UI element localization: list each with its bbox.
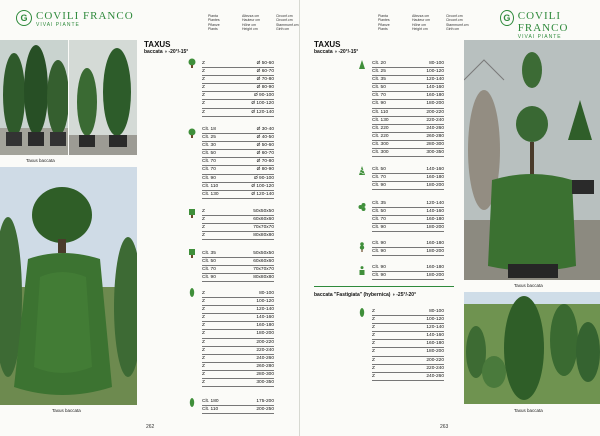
legend-entry: Circonf.cm [446,18,463,23]
pompon-shape-icon [358,242,366,252]
cell-size: 140-160 [426,209,444,215]
legend-entry: Pianta [208,14,218,18]
table-row [202,339,274,347]
cell-container: Clt. 90 [372,241,386,246]
table-row [202,183,274,191]
cell-size: 140-160 [256,315,274,321]
table-cone [372,60,444,157]
table-row [202,363,274,371]
legend-entry: Girth cm [446,26,460,31]
table-row [202,250,274,258]
cell-size: 120-140 [426,77,444,83]
legend-col-girth [446,14,468,31]
cell-size: 160-180 [426,217,444,223]
cell-container: Z [202,363,205,369]
cell-container: Clt. 25 [372,69,386,75]
cell-container: Clt. 180 [202,399,219,404]
cell-container: Clt. 30 [202,143,216,149]
section-divider [314,286,454,287]
cell-container: Z [372,333,375,339]
legend-entry: Height cm [412,26,428,31]
ball-shape-icon-2 [188,128,196,138]
legend-entry: Circonf.cm [276,18,293,23]
tiered-shape-icon [358,266,366,276]
fastigiata-subtitle: baccata "Fastigiata" (hybernica) ◑ -25°/-20° [314,292,417,298]
caption-photo-3: Taxus baccata [514,283,543,288]
cell-container: Z [372,357,375,363]
table-cube-container [202,250,274,282]
legend-entry: Hauteur cm [242,18,261,23]
cell-size: Ø 120-140 [251,191,274,197]
cell-size: Ø 120-140 [251,109,274,115]
cell-container: Z [202,61,205,66]
cell-container: Clt. 220 [372,133,389,139]
table-row [202,76,274,84]
table-row [202,274,274,282]
cube-shape-icon [188,208,196,218]
cell-size: 200-220 [426,109,444,115]
cell-container: Clt. 90 [372,273,386,279]
cell-size: 50x50x50 [253,209,274,214]
photo-taxus-topiary [0,167,137,405]
table-row [372,332,444,340]
cell-size: 180-200 [426,101,444,107]
cell-container: Z [202,209,205,214]
brand-logo [16,10,134,28]
legend-col-plant [208,14,230,31]
cell-container: Z [202,339,205,345]
cell-size: 240-260 [426,373,444,379]
legend-entry: Girth cm [276,26,290,31]
table-row [372,264,444,272]
table-row [372,76,444,84]
cell-container: Z [202,291,205,296]
table-row [202,216,274,224]
cell-container: Clt. 50 [372,85,386,91]
cell-size: 220-240 [256,347,274,353]
table-row [372,208,444,216]
cell-container: Clt. 130 [202,191,219,197]
table-pompon [372,240,444,256]
table-row [372,92,444,100]
cell-size: 140-160 [426,333,444,339]
table-row [202,330,274,338]
cell-container: Z [202,347,205,353]
cell-size: Ø 40-50 [256,135,274,141]
brand-name: COVILI FRANCO [517,10,569,34]
cell-container: Z [372,309,375,314]
table-row [372,84,444,92]
table-row [202,258,274,266]
legend-entry: Circonf.cm [276,14,293,18]
cell-container: Z [372,365,375,371]
table-row [202,355,274,363]
cell-container: Clt. 50 [372,209,386,215]
cell-size: 100-120 [426,69,444,75]
table-row [202,379,274,387]
table-row [372,224,444,232]
cell-size: 280-300 [256,371,274,377]
cell-container: Z [202,380,205,386]
sun-icon: ◑ [334,49,338,55]
table-row [202,84,274,92]
cell-container: Clt. 70 [372,93,386,99]
sun-icon: ◑ [164,49,168,55]
cell-size: Ø 60-70 [256,151,274,157]
cell-size: 180-200 [256,331,274,337]
table-row [372,174,444,182]
caption-photo-4: Taxus baccata [514,408,543,413]
table-row [372,316,444,324]
cell-container: Clt. 220 [372,125,389,131]
species-title: TAXUS [144,40,171,49]
cell-size: 80-100 [429,61,444,66]
multiball-shape-icon [358,202,366,212]
cell-container: Clt. 90 [372,101,386,107]
table-row [372,216,444,224]
cell-container: Clt. 90 [202,275,216,281]
cell-container: Clt. 70 [372,217,386,223]
table-row [202,158,274,166]
cell-container: Clt. 50 [202,151,216,157]
cell-size: 180-200 [426,183,444,189]
cell-size: Ø 80-90 [256,167,274,173]
table-row [202,60,274,68]
cell-size: 300-350 [426,150,444,156]
legend-entry: Pianta [378,14,388,18]
table-row [202,224,274,232]
logo-icon: G [500,10,514,26]
cell-size: 120-140 [426,325,444,331]
cell-size: 175-200 [256,399,274,404]
cell-size: 160-180 [426,175,444,181]
table-multiball [372,200,444,232]
table-row [202,306,274,314]
cell-container: Clt. 35 [372,201,386,206]
cell-size: 200-220 [256,339,274,345]
cell-container: Z [372,373,375,379]
table-spiral [372,166,444,190]
legend-entry: Höhe cm [412,22,427,27]
table-row [202,150,274,158]
column-shape-icon [358,308,366,318]
spiral-shape-icon [358,166,366,176]
cell-size: 100-120 [256,299,274,305]
legend-entry: Altezza cm [412,14,430,18]
table-row [372,149,444,157]
legend-entry: Plants [208,26,218,31]
legend-entry: Stammumf.cm [446,22,469,27]
table-column-field [202,290,274,387]
table-row [372,182,444,190]
table-row [372,348,444,356]
table-row [202,166,274,174]
cell-size: Ø 90-100 [253,175,274,181]
table-fastigiata [372,308,444,381]
cell-size: 70x70x70 [253,267,274,273]
cell-container: Clt. 25 [202,135,216,141]
cell-size: 50x50x50 [253,251,274,256]
cell-size: Ø 60-70 [256,69,274,75]
cell-container: Clt. 18 [202,127,216,132]
table-row [372,100,444,108]
table-row [372,133,444,141]
cell-size: 120-140 [426,201,444,206]
species-title: TAXUS [314,40,341,49]
table-row [202,398,274,406]
logo-icon: G [16,10,32,26]
cell-size: 220-240 [426,365,444,371]
legend-col-plant [378,14,400,31]
cell-size: 180-200 [426,349,444,355]
cell-container: Clt. 90 [202,175,216,181]
table-row [372,373,444,381]
table-row [202,322,274,330]
cell-container: Clt. 110 [202,183,219,189]
cell-container: Clt. 110 [202,407,219,413]
cell-container: Z [202,85,205,91]
cell-container: Clt. 70 [202,159,216,165]
table-row [202,314,274,322]
legend-entry: Stammumf.cm [276,22,299,27]
legend [378,14,468,31]
cell-container: Clt. 70 [202,267,216,273]
caption-photo-1: Taxus baccata [26,158,55,163]
cell-container: Clt. 35 [202,251,216,256]
cell-size: Ø 80-90 [256,85,274,91]
legend-col-height [412,14,434,31]
legend-entry: Plantes [208,18,220,23]
table-row [202,191,274,199]
cell-container: Z [202,299,205,305]
cell-container: Clt. 90 [372,183,386,189]
cell-size: Ø 70-80 [256,77,274,83]
brand-subtitle: VIVAI PIANTE [36,22,80,28]
cell-size: 160-180 [256,323,274,329]
cell-size: 200-220 [426,357,444,363]
cell-size: 140-160 [426,167,444,172]
legend-col-height [242,14,264,31]
right-page [300,0,600,436]
table-row [202,126,274,134]
cell-size: 160-180 [426,93,444,99]
legend-entry: Altezza cm [242,14,260,18]
cell-size: 160-180 [426,341,444,347]
cell-size: 160-180 [426,241,444,246]
cone-shape-icon [358,60,366,70]
column-shape-icon [188,288,196,298]
cell-container: Clt. 50 [372,167,386,172]
cell-container: Z [202,93,205,99]
cell-container: Z [202,323,205,329]
table-row [372,125,444,133]
cell-container: Clt. 300 [372,150,389,156]
cell-size: Ø 100-120 [251,101,274,107]
cell-size: 180-200 [426,273,444,279]
table-row [372,340,444,348]
page-number: 263 [440,424,449,430]
cell-size: Ø 50-60 [256,143,274,149]
cell-container: Clt. 90 [372,225,386,231]
cell-size: 260-280 [256,363,274,369]
cell-container: Clt. 20 [372,61,386,66]
legend-entry: Circonf.cm [446,14,463,18]
cell-container: Z [202,355,205,361]
cell-size: 80x80x80 [253,233,274,239]
cell-container: Z [372,341,375,347]
cell-size: 160-180 [426,265,444,270]
cell-container: Z [202,331,205,337]
legend-entry: Höhe cm [242,22,257,27]
cell-size: 180-200 [426,249,444,255]
photo-taxus-pots-1 [0,40,68,155]
table-row [372,141,444,149]
cell-size: 60x60x60 [253,259,274,265]
cell-container: Clt. 35 [372,77,386,83]
cell-size: 300-350 [256,380,274,386]
cell-size: Ø 30-40 [256,127,274,132]
table-row [372,357,444,365]
table-row [372,166,444,174]
cell-size: 60x60x60 [253,217,274,223]
table-cube-field [202,208,274,240]
cell-container: Clt. 130 [372,117,389,123]
table-row [202,266,274,274]
table-row [202,208,274,216]
cell-container: Z [372,317,375,323]
cell-container: Clt. 110 [372,109,389,115]
table-column-container [202,398,274,414]
table-row [202,68,274,76]
table-row [202,406,274,414]
cell-container: Clt. 90 [372,265,386,270]
legend-entry: Pflanze [208,22,220,27]
table-row [202,298,274,306]
table-row [372,365,444,373]
ball-shape-icon [188,58,196,68]
cell-size: 70x70x70 [253,225,274,231]
cell-container: Z [202,77,205,83]
table-row [202,134,274,142]
table-ball-field [202,60,274,117]
cell-size: Ø 50-60 [256,61,274,66]
brand-name: COVILI FRANCO [36,10,134,22]
table-row [372,272,444,280]
table-row [202,290,274,298]
table-row [372,324,444,332]
table-row [372,200,444,208]
cell-size: 80-100 [429,309,444,314]
table-row [372,308,444,316]
cell-size: Ø 70-80 [256,159,274,165]
caption-photo-2: Taxus baccata [52,408,81,413]
cell-container: Clt. 300 [372,141,389,147]
table-row [202,100,274,108]
table-row [202,92,274,100]
photo-taxus-tiered [464,40,600,280]
cell-container: Z [372,325,375,331]
page-number: 262 [146,424,155,430]
table-row [202,142,274,150]
cell-size: 100-120 [426,317,444,323]
cell-size: 240-260 [256,355,274,361]
cube-shape-icon-2 [188,248,196,258]
table-row [202,347,274,355]
table-row [372,68,444,76]
table-row [372,60,444,68]
cell-size: 80-100 [259,291,274,296]
cell-container: Z [202,307,205,313]
legend-entry: Plants [378,26,388,31]
cell-size: 260-280 [426,133,444,139]
cell-container: Z [202,217,205,223]
legend-entry: Pflanze [378,22,390,27]
table-row [202,109,274,117]
species-subtitle: baccata ◑ -20°/-15° [314,49,359,55]
cell-size: 140-160 [426,85,444,91]
cell-container: Z [202,225,205,231]
legend [208,14,298,31]
species-subtitle: baccata ◑ -20°/-15° [144,49,189,55]
table-row [202,232,274,240]
sun-icon: ◑ [391,292,395,298]
cell-container: Clt. 90 [372,249,386,255]
photo-taxus-fastigiata [464,292,600,404]
table-ball-container [202,126,274,199]
table-row [372,240,444,248]
legend-entry: Height cm [242,26,258,31]
brand-subtitle: VIVAI PIANTE [517,34,562,40]
cell-size: 280-300 [426,141,444,147]
column-shape-icon-2 [188,398,196,408]
cell-container: Z [202,101,205,107]
cell-container: Z [202,315,205,321]
table-row [202,371,274,379]
cell-container: Clt. 70 [202,167,216,173]
cell-size: 80x80x80 [253,275,274,281]
photo-taxus-pots-2 [69,40,137,155]
table-row [372,248,444,256]
cell-size: 180-200 [426,225,444,231]
legend-col-girth [276,14,298,31]
cell-container: Clt. 70 [372,175,386,181]
table-row [202,175,274,183]
cell-size: 240-260 [426,125,444,131]
cell-container: Clt. 50 [202,259,216,265]
table-row [372,117,444,125]
brand-logo [500,10,600,40]
cell-size: 220-240 [426,117,444,123]
cell-container: Z [372,349,375,355]
cell-container: Z [202,109,205,115]
cell-size: 200-250 [256,407,274,413]
legend-entry: Hauteur cm [412,18,431,23]
cell-size: 120-140 [256,307,274,313]
table-tiered [372,264,444,280]
cell-size: Ø 100-120 [251,183,274,189]
cell-size: Ø 90-100 [253,93,274,99]
cell-container: Z [202,233,205,239]
legend-entry: Plantes [378,18,390,23]
cell-container: Z [202,69,205,75]
table-row [372,109,444,117]
cell-container: Z [202,371,205,377]
